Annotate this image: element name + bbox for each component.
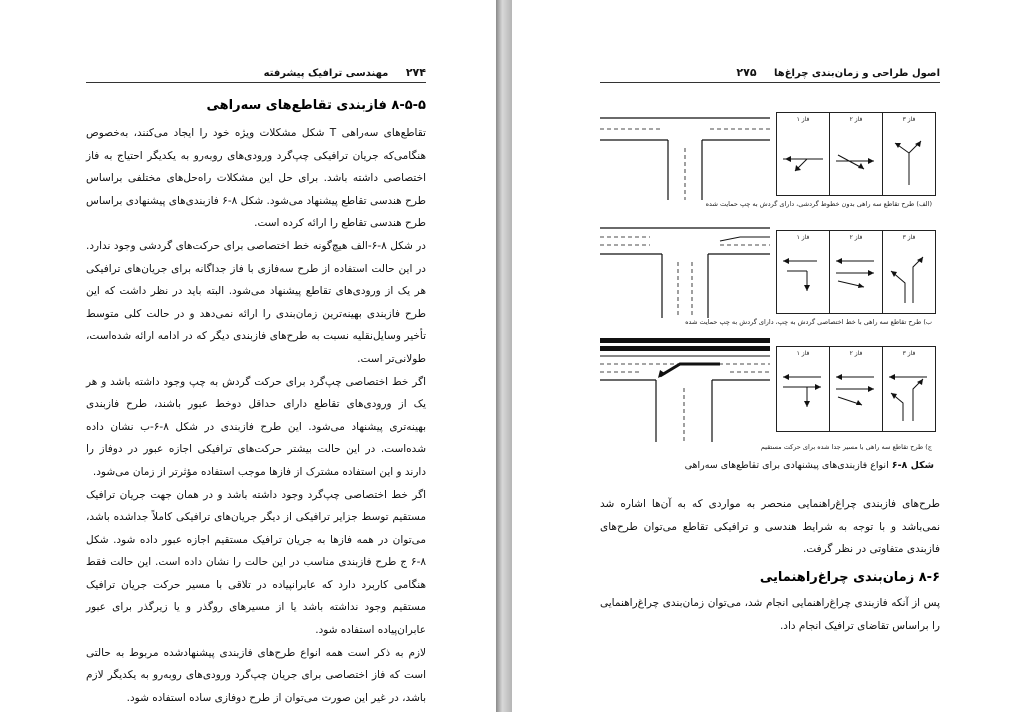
left-body-text bbox=[86, 122, 426, 709]
figure-caption-a: (الف) طرح تقاطع سه راهی بدون خطوط گردشی، دارای گردش به چپ حمایت شده bbox=[705, 200, 932, 208]
paragraph: تقاطع‌های سه‌راهی T شکل مشکلات ویژه خود را ایجاد می‌کنند، به‌خصوص هنگامی‌که جریان ترافیکی چپ‌گرد ورودی‌های روبه‌رو به یکدیگر احتیاج به فاز اختصاصی داشته باشد. برای حل این مشکلات راه‌حل‌های مختلفی براساس طرح هندسی تقاطع پیشنهاد می‌شود. شکل ۸-۶ فازبندی‌های پیشنهادی براساس طرح هندسی تقاطع را ارائه کرده است. bbox=[86, 127, 426, 230]
left-book-title: مهندسی ترافیک پیشرفته bbox=[263, 68, 389, 79]
phase-label: فاز ۱ bbox=[796, 116, 810, 123]
figure-number: شکل ۸-۶ bbox=[891, 460, 934, 471]
phase-label: فاز ۳ bbox=[902, 234, 916, 241]
phase-label: فاز ۳ bbox=[902, 350, 916, 357]
left-page-number: ۲۷۴ bbox=[405, 66, 426, 79]
movement-arrows-icon bbox=[830, 231, 882, 313]
paragraph: در شکل ۸-۶-الف هیچ‌گونه خط اختصاصی برای حرکت‌های گردشی وجود ندارد. در این حالت استفاده از طرح سه‌فازی با فاز جداگانه برای جریان‌های ترافیکی هر یک از ورودی‌های تقاطع پیشنهاد می‌شود. البته باید در نظر داشت که این طرح فازبندی بهینه‌ترین زمان‌بندی را ارائه نمی‌دهد و در حالت کلی متوسط تأخیر وسایل‌نقلیه نسبت به طرح‌های فازبندی دیگر که در ادامه ارائه شده‌است، طولانی‌تر است. bbox=[86, 239, 426, 365]
book-spine bbox=[496, 0, 512, 712]
movement-arrows-icon bbox=[830, 113, 882, 195]
phase-label: فاز ۱ bbox=[796, 350, 810, 357]
phase-cell bbox=[882, 113, 935, 195]
section-title-2: ۸-۶ زمان‌بندی چراغ‌راهنمایی bbox=[759, 570, 940, 585]
phase-cell bbox=[829, 113, 882, 195]
movement-arrows-icon bbox=[777, 113, 829, 195]
right-paragraph-1: طرح‌های فازبندی چراغ‌راهنمایی منحصر به مواردی که به آن‌ها اشاره شد نمی‌باشد و با توجه به شرایط هندسی و ترافیکی تقاطع می‌توان طرح‌های فازبندی متفاوتی در نظر گرفت. bbox=[600, 498, 940, 556]
phase-cell bbox=[829, 347, 882, 431]
figure-title-text: انواع فازبندی‌های پیشنهادی برای تقاطع‌های سه‌راهی bbox=[684, 460, 889, 471]
figure-caption-c: ج) طرح تقاطع سه راهی با مسیر جدا شده برای حرکت مستقیم bbox=[760, 443, 932, 451]
movement-arrows-icon bbox=[883, 231, 935, 313]
figure-title bbox=[612, 460, 934, 471]
phase-grid-b bbox=[776, 230, 936, 314]
phase-cell bbox=[777, 113, 829, 195]
phase-cell bbox=[777, 231, 829, 313]
phase-grid-a bbox=[776, 112, 936, 196]
movement-arrows-icon bbox=[830, 347, 882, 431]
phase-label: فاز ۲ bbox=[849, 350, 863, 357]
right-chapter-title: اصول طراحی و زمان‌بندی چراغ‌ها bbox=[774, 68, 940, 79]
right-page-header bbox=[600, 66, 940, 79]
phase-cell bbox=[882, 231, 935, 313]
phase-cell bbox=[882, 347, 935, 431]
t-intersection-diagram-b bbox=[600, 218, 770, 318]
phase-label: فاز ۱ bbox=[796, 234, 810, 241]
movement-arrows-icon bbox=[777, 347, 829, 431]
figure-caption-b: ب) طرح تقاطع سه راهی با خط اختصاصی گردش به چپ، دارای گردش به چپ حمایت شده bbox=[685, 318, 932, 326]
paragraph: اگر خط اختصاصی چپ‌گرد برای حرکت گردش به چپ وجود داشته باشد و هر یک از ورودی‌های تقاطع دارای حداقل دوخط عبور باشند، طرح فازبندی بهینه‌تری پیشنهاد می‌شود. این طرح فازبندی در شکل ۸-۶-ب نشان داده شده‌است. در این حالت بیشتر حرکت‌های ترافیکی اجازه عبور در دوفاز را دارند و این استفاده مشترک از فازها موجب استفاده مؤثرتر از زمان می‌شود. bbox=[86, 375, 426, 478]
header-divider bbox=[86, 82, 426, 83]
section-title: ۸-۵-۵ فازبندی تقاطع‌های سه‌راهی bbox=[206, 98, 426, 113]
movement-arrows-icon bbox=[883, 113, 935, 195]
phase-label: فاز ۳ bbox=[902, 116, 916, 123]
phase-grid-c bbox=[776, 346, 936, 432]
phase-cell bbox=[777, 347, 829, 431]
movement-arrows-icon bbox=[777, 231, 829, 313]
paragraph: اگر خط اختصاصی چپ‌گرد وجود داشته باشد و در همان جهت جریان ترافیک مستقیم توسط جزایر ترافیکی از دیگر جریان‌های ترافیکی کاملاً جداشده باشد، می‌توان در همه فازها به جریان ترافیک مستقیم اجازه عبور داده شود. شکل ۸-۶ ج طرح فازبندی مناسب در این حالت را نشان داده است. این حالت فقط هنگامی کاربرد دارد که عابرانپیاده در تلاقی با مسیر حرکت جریان ترافیک مستقیم وجود نداشته باشد یا از مسیرهای روگذر و یا زیرگذر برای عبور عابران‌پیاده استفاده شود. bbox=[86, 488, 426, 637]
right-page-number: ۲۷۵ bbox=[736, 66, 757, 79]
t-intersection-diagram-c bbox=[600, 334, 770, 442]
header-divider bbox=[600, 82, 940, 83]
movement-arrows-icon bbox=[883, 347, 935, 431]
right-page bbox=[512, 0, 1024, 712]
phase-label: فاز ۲ bbox=[849, 116, 863, 123]
left-page-header bbox=[86, 66, 426, 79]
right-paragraph-2: پس از آنکه فازبندی چراغ‌راهنمایی انجام شد، می‌توان زمان‌بندی چراغ‌راهنمایی را براساس تقاضای ترافیک انجام داد. bbox=[600, 597, 940, 632]
phase-cell bbox=[829, 231, 882, 313]
left-page bbox=[0, 0, 496, 712]
t-intersection-diagram-a bbox=[600, 100, 770, 200]
paragraph: لازم به ذکر است همه انواع طرح‌های فازبندی پیشنهادشده مربوط به حالتی است که فاز اختصاصی برای جریان چپ‌گرد ورودی‌های روبه‌رو به یکدیگر لازم باشد، در غیر این صورت می‌توان از طرح دوفازی ساده استفاده شود. bbox=[86, 646, 426, 704]
phase-label: فاز ۲ bbox=[849, 234, 863, 241]
